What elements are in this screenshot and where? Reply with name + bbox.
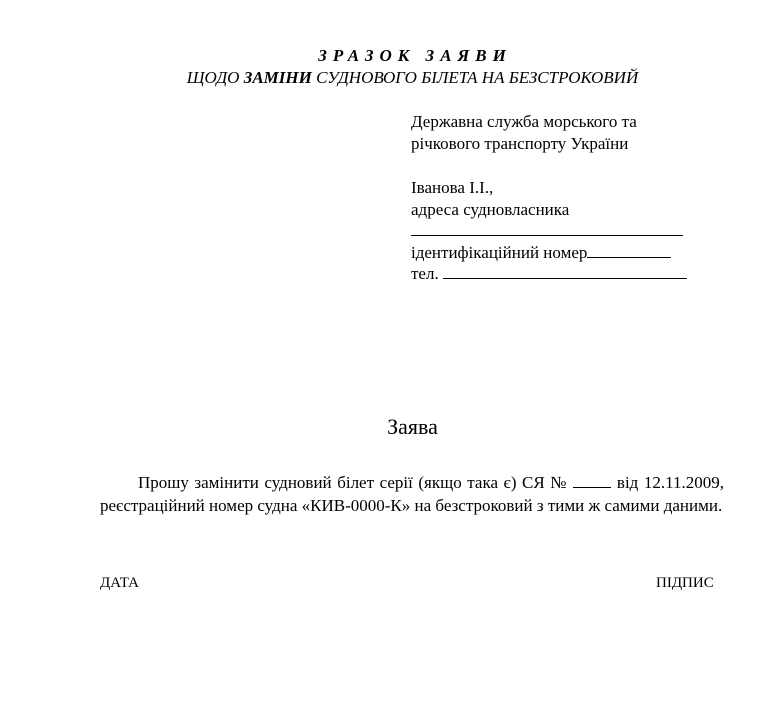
- id-number-row: [411, 242, 687, 264]
- phone-underline: [443, 263, 687, 279]
- recipient-line-1: Державна служба морського та: [411, 112, 637, 131]
- id-number-label: ідентифікаційний номер: [411, 242, 588, 262]
- address-underline: [411, 220, 683, 236]
- sender-address-label: адреса судновласника: [411, 199, 570, 219]
- sender-name: Іванова І.І.,: [411, 178, 494, 197]
- subtitle-suffix: СУДНОВОГО БІЛЕТА НА БЕЗСТРОКОВИЙ: [311, 68, 639, 87]
- statement-heading: Заява: [387, 414, 438, 439]
- phone-row: [411, 263, 687, 285]
- recipient-line-2: річкового транспорту України: [411, 133, 629, 153]
- subtitle-prefix: ЩОДО: [186, 68, 244, 87]
- body-part-1: Прошу замінити судновий білет серії (якщо така є) СЯ №: [138, 473, 574, 492]
- addressee-block: [411, 111, 687, 285]
- document-subtitle: [0, 68, 775, 88]
- statement-body: [100, 472, 724, 517]
- signature-label: ПІДПИС: [656, 575, 714, 591]
- phone-label: тел.: [411, 264, 443, 283]
- date-label: ДАТА: [100, 575, 139, 591]
- number-underline: [573, 473, 611, 488]
- id-number-underline: [587, 242, 671, 258]
- document-title: ЗРАЗОК ЗАЯВИ: [318, 46, 512, 65]
- address-blank: [411, 220, 687, 242]
- body-part-2: від 12.11.2009, реєстраційний номер судна «КИВ-0000-К» на безстроковий з тими ж самими даними.: [100, 473, 724, 515]
- subtitle-bold: ЗАМІНИ: [243, 68, 312, 87]
